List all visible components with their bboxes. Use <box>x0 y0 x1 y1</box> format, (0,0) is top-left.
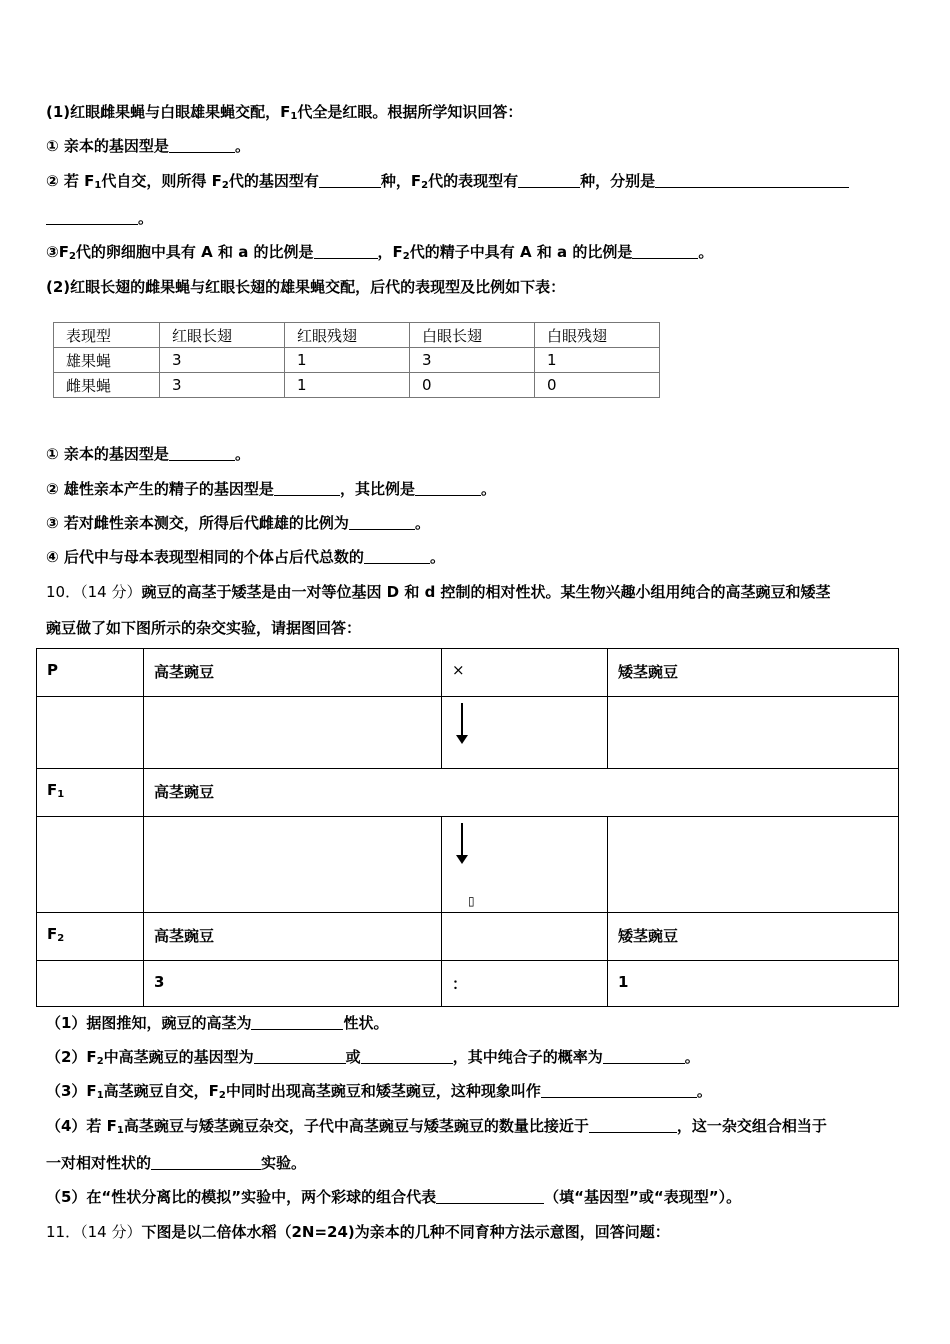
question-number: 11．（14 分） <box>46 1223 142 1241</box>
table-cell: 0 <box>410 373 535 398</box>
down-arrow-icon <box>456 703 468 747</box>
generation-f1-label: $F_1$ <box>37 769 144 817</box>
answer-blank[interactable] <box>169 138 235 153</box>
f2-tall-cell: 高茎豌豆 <box>144 913 442 961</box>
table-row <box>37 817 899 913</box>
q10-sub1: （1）据图推知，豌豆的高茎为 性状。 <box>46 1014 389 1032</box>
table-header: 红眼残翅 <box>285 323 410 348</box>
q9-sub2: ② 雄性亲本产生的精子的基因型是 ，其比例是 。 <box>46 480 496 498</box>
ratio-left: 3 <box>144 961 442 1007</box>
table-cell: 1 <box>535 348 660 373</box>
answer-blank[interactable] <box>632 244 698 259</box>
answer-blank[interactable] <box>415 481 481 496</box>
table-cell <box>37 961 144 1007</box>
answer-blank[interactable] <box>655 173 849 188</box>
answer-blank[interactable] <box>364 549 430 564</box>
table-cell: 雌果蝇 <box>54 373 160 398</box>
answer-blank[interactable] <box>151 1155 261 1170</box>
q9-sub3: ③ 若对雌性亲本测交，所得后代雌雄的比例为 。 <box>46 514 430 532</box>
table-row <box>37 697 899 769</box>
answer-blank[interactable] <box>46 210 138 225</box>
table-cell <box>442 913 608 961</box>
ratio-colon: ： <box>442 961 608 1007</box>
q9-sub1: ① 亲本的基因型是 。 <box>46 445 250 463</box>
q9-part2-heading: (2)红眼长翅的雌果蝇与红眼长翅的雄果蝇交配，后代的表现型及比例如下表： <box>46 278 566 296</box>
table-cell: 3 <box>410 348 535 373</box>
answer-blank[interactable] <box>541 1083 697 1098</box>
q10-sub3: $(3)F_1$高茎豌豆自交，$F_2$中同时出现高茎豌豆和矮茎豌豆，这种现象叫作 。 <box>46 1082 712 1101</box>
f2-short-cell: 矮茎豌豆 <box>608 913 899 961</box>
table-header-row <box>54 323 660 348</box>
q9-sub4: ④ 后代中与母本表现型相同的个体占后代总数的 。 <box>46 548 445 566</box>
table-row <box>37 769 899 817</box>
table-cell: 0 <box>535 373 660 398</box>
table-cell: 1 <box>285 348 410 373</box>
table-cell <box>37 817 144 913</box>
table-row <box>37 649 899 697</box>
down-arrow-icon <box>456 823 468 867</box>
q10-intro: 10．（14 分）豌豆的高茎于矮茎是由一对等位基因 D 和 d 控制的相对性状。某生物兴趣小组用纯合的高茎豌豆和矮茎 <box>46 583 831 601</box>
generation-p-label: P <box>37 649 144 697</box>
table-cell <box>608 697 899 769</box>
answer-blank[interactable] <box>361 1049 453 1064</box>
table-cell: 3 <box>160 348 285 373</box>
answer-blank[interactable] <box>589 1118 677 1133</box>
table-cell <box>442 817 608 913</box>
cross-symbol: × <box>442 649 608 697</box>
table-row <box>37 961 899 1007</box>
q11-intro: 11．（14 分）下图是以二倍体水稻（2N=24)为亲本的几种不同育种方法示意图，回答问题： <box>46 1223 670 1241</box>
q9-item2: ② 若 $F_1$代自交，则所得 $F_2$代的基因型有 种，$F_2$代的表现型有 种，分别是 <box>46 171 849 191</box>
table-cell <box>37 697 144 769</box>
table-cell: 1 <box>285 373 410 398</box>
parent-short-cell: 矮茎豌豆 <box>608 649 899 697</box>
table-cell: 雄果蝇 <box>54 348 160 373</box>
table-header: 白眼残翅 <box>535 323 660 348</box>
q10-sub4-continued: 一对相对性状的 实验。 <box>46 1154 307 1172</box>
f1-tall-cell: 高茎豌豆 <box>144 769 899 817</box>
answer-blank[interactable] <box>436 1189 544 1204</box>
q9-item3: $③F_2$代的卵细胞中具有 A 和 a 的比例是 ，$F_2$代的精子中具有 A 和 a 的比例是 。 <box>46 243 714 262</box>
table-row <box>54 373 660 398</box>
table-header: 红眼长翅 <box>160 323 285 348</box>
table-cell <box>442 697 608 769</box>
table-cell <box>144 697 442 769</box>
selfing-mark: ▯ <box>468 894 475 908</box>
parent-tall-cell: 高茎豌豆 <box>144 649 442 697</box>
phenotype-table <box>53 322 660 398</box>
q10-sub4: （4）若 $F_1$高茎豌豆与矮茎豌豆杂交，子代中高茎豌豆与矮茎豌豆的数量比接近于 ，这一杂交组合相当于 <box>46 1117 827 1136</box>
generation-f2-label: $F_2$ <box>37 913 144 961</box>
q10-sub5: （5）在“性状分离比的模拟”实验中，两个彩球的组合代表 （填“基因型”或“表现型”）。 <box>46 1188 742 1206</box>
q9-item2-continuation: 。 <box>46 208 153 228</box>
answer-blank[interactable] <box>603 1049 685 1064</box>
answer-blank[interactable] <box>251 1015 343 1030</box>
q9-part1-heading: (1)红眼雌果蝇与白眼雄果蝇交配，$F_1$代全是红眼。根据所学知识回答： <box>46 103 523 122</box>
table-row <box>37 913 899 961</box>
table-row <box>54 348 660 373</box>
answer-blank[interactable] <box>254 1049 346 1064</box>
q10-sub2: $(2)F_2$中高茎豌豆的基因型为 或 ，其中纯合子的概率为 。 <box>46 1048 700 1067</box>
ratio-right: 1 <box>608 961 899 1007</box>
table-header: 白眼长翅 <box>410 323 535 348</box>
question-number: 10．（14 分） <box>46 583 142 601</box>
table-cell <box>608 817 899 913</box>
answer-blank[interactable] <box>349 515 415 530</box>
answer-blank[interactable] <box>518 173 580 188</box>
answer-blank[interactable] <box>274 481 340 496</box>
answer-blank[interactable] <box>169 446 235 461</box>
table-cell <box>144 817 442 913</box>
q10-intro-continued: 豌豆做了如下图所示的杂交实验，请据图回答： <box>46 619 362 637</box>
cross-diagram-table <box>36 648 899 1007</box>
q9-item1: ① 亲本的基因型是 。 <box>46 137 250 155</box>
table-header: 表现型 <box>54 323 160 348</box>
table-cell: 3 <box>160 373 285 398</box>
answer-blank[interactable] <box>319 173 381 188</box>
answer-blank[interactable] <box>314 244 378 259</box>
